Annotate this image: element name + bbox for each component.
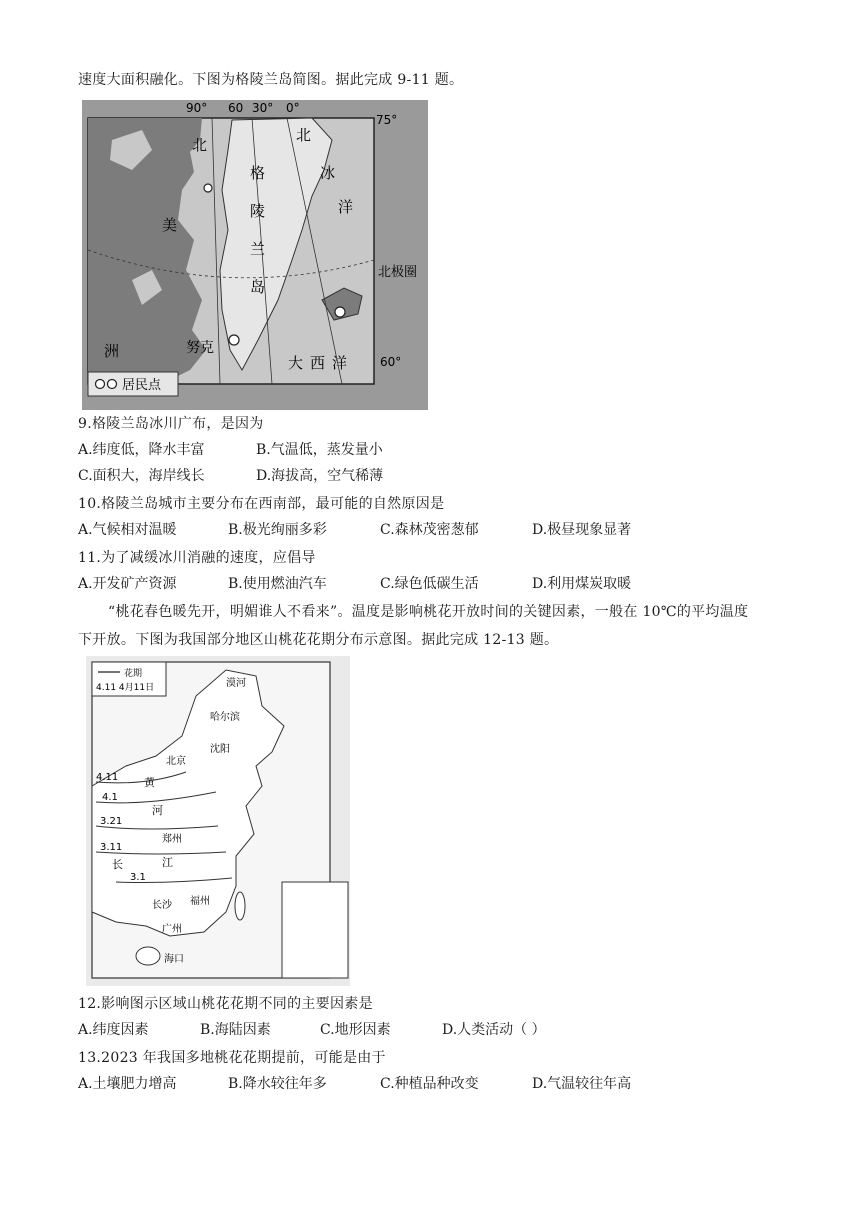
- city-harbin: 哈尔滨: [210, 712, 240, 723]
- label-nuke: 努克: [186, 340, 214, 356]
- q13-option-a: A.土壤肥力增高: [78, 1076, 177, 1092]
- q10-option-c: C.森林茂密葱郁: [380, 522, 479, 538]
- q10-stem: 10.格陵兰岛城市主要分布在西南部，最可能的自然原因是: [78, 496, 445, 512]
- label-dao: 岛: [250, 278, 266, 296]
- map2-legend-dates: 4.11 4月11日: [96, 683, 155, 693]
- q9-option-b: B.气温低，蒸发量小: [256, 442, 383, 458]
- city-guangzhou: 广州: [162, 924, 182, 935]
- q11-option-d: D.利用煤炭取暖: [532, 576, 632, 592]
- q13-option-b: B.降水较往年多: [228, 1076, 327, 1092]
- label-bei2: 北: [296, 126, 312, 144]
- q10-option-a: A.气候相对温暖: [78, 522, 177, 538]
- city-shenyang: 沈阳: [210, 744, 230, 755]
- lon-90: 90°: [186, 101, 208, 115]
- q9-option-a: A.纬度低，降水丰富: [78, 442, 205, 458]
- region-he: 河: [152, 804, 163, 817]
- label-bing: 冰: [320, 164, 336, 182]
- date-3-21: 3.21: [100, 816, 123, 827]
- china-blossom-map: [86, 656, 350, 986]
- city-changsha: 长沙: [152, 900, 172, 911]
- q13-stem: 13.2023 年我国多地桃花花期提前，可能是由于: [78, 1050, 386, 1066]
- label-bei: 北: [192, 136, 208, 154]
- label-zhou: 洲: [104, 342, 120, 360]
- label-arctic-circle: 北极圈: [378, 265, 418, 280]
- q12-option-b: B.海陆因素: [200, 1022, 271, 1038]
- date-4-1: 4.1: [102, 792, 118, 803]
- region-chang: 长: [112, 858, 123, 871]
- date-3-1: 3.1: [130, 872, 146, 883]
- q12-option-c: C.地形因素: [320, 1022, 391, 1038]
- q11-option-a: A.开发矿产资源: [78, 576, 177, 592]
- q13-option-d: D.气温较往年高: [532, 1076, 632, 1092]
- q9-option-c: C.面积大，海岸线长: [78, 468, 205, 484]
- lon-60: 60: [228, 101, 244, 115]
- label-yang: 洋: [338, 198, 354, 216]
- city-beijing: 北京: [166, 756, 186, 767]
- label-ling: 陵: [250, 202, 266, 220]
- label-ge: 格: [250, 164, 266, 182]
- q10-option-b: B.极光绚丽多彩: [228, 522, 327, 538]
- q12-option-d: D.人类活动（ ）: [442, 1022, 546, 1038]
- lon-30: 30°: [252, 101, 274, 115]
- city-mohe: 漠河: [226, 678, 246, 689]
- map2-legend-title: 花期: [124, 669, 143, 679]
- lat-75: 75°: [376, 113, 398, 127]
- q12-option-a: A.纬度因素: [78, 1022, 149, 1038]
- city-fuzhou: 福州: [190, 896, 210, 907]
- intro-line: 速度大面积融化。下图为格陵兰岛简图。据此完成 9-11 题。: [78, 72, 464, 88]
- city-zhengzhou: 郑州: [162, 834, 182, 845]
- q10-option-d: D.极昼现象显著: [532, 522, 632, 538]
- q12-stem: 12.影响图示区域山桃花花期不同的主要因素是: [78, 996, 373, 1012]
- q13-option-c: C.种植品种改变: [380, 1076, 479, 1092]
- region-jiang: 江: [162, 856, 173, 869]
- greenland-map: [82, 100, 428, 410]
- q9-option-d: D.海拔高，空气稀薄: [256, 468, 384, 484]
- para2-line1: “桃花春色暖先开，明媚谁人不看来”。温度是影响桃花开放时间的关键因素，一般在 10℃的平均温度: [108, 604, 749, 620]
- label-lan: 兰: [250, 240, 266, 258]
- date-4-11: 4.11: [96, 772, 119, 783]
- q11-option-b: B.使用燃油汽车: [228, 576, 327, 592]
- q11-option-c: C.绿色低碳生活: [380, 576, 479, 592]
- map1-legend: 居民点: [122, 378, 162, 393]
- q11-stem: 11.为了减缓冰川消融的速度，应倡导: [78, 550, 316, 566]
- para2-line2: 下开放。下图为我国部分地区山桃花花期分布示意图。据此完成 12-13 题。: [78, 632, 559, 648]
- lon-0: 0°: [286, 101, 300, 115]
- lat-60: 60°: [380, 355, 402, 369]
- label-xi: 西: [310, 354, 326, 372]
- label-da: 大: [288, 354, 304, 372]
- q9-stem: 9.格陵兰岛冰川广布，是因为: [78, 416, 264, 432]
- label-yang2: 洋: [332, 354, 348, 372]
- date-3-11: 3.11: [100, 842, 123, 853]
- city-haikou: 海口: [164, 954, 184, 965]
- label-mei: 美: [162, 216, 178, 234]
- region-huang: 黄: [144, 776, 155, 789]
